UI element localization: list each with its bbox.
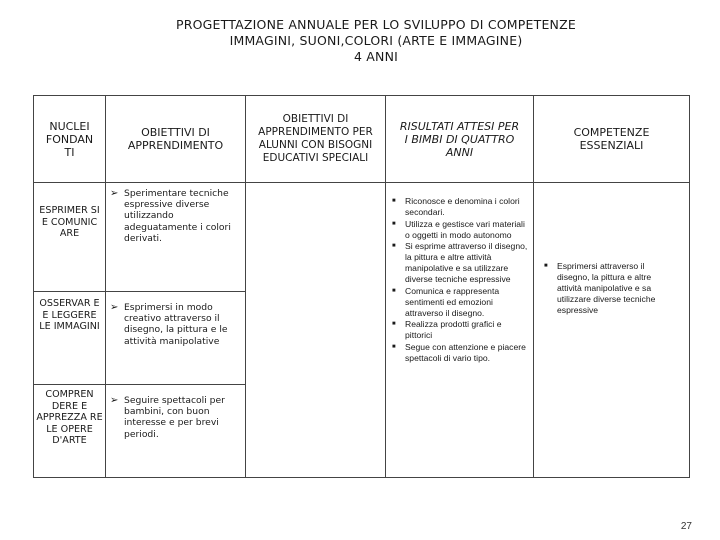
nucleo-cell [34,292,106,385]
obiettivo-text: Seguire spettacoli per bambini, con buon interesse e per brevi periodi. [124,395,225,440]
header-obiettivi [106,96,246,183]
nucleo-label: ESPRIMER SI E COMUNIC ARE [39,205,100,239]
square-bullet-icon: ■ [392,343,396,350]
list-item [392,286,529,319]
obiettivo-cell [106,292,246,385]
obiettivo-cell [106,385,246,478]
title-line-2: IMMAGINI, SUONI,COLORI (ARTE E IMMAGINE) [229,33,523,48]
header-risultati-label: RISULTATI ATTESI PER I BIMBI DI QUATTRO ANNI [399,119,520,159]
table-row [34,183,690,292]
obiettivo-text: Esprimersi in modo creativo attraverso il disegno, la pittura e le attività manipolative [124,302,228,347]
header-speciali-label: OBIETTIVI DI APPRENDIMENTO PER ALUNNI CON BISOGNI EDUCATIVI SPECIALI [258,113,373,164]
obiettivo-text: Sperimentare tecniche espressive diverse utilizzando adeguatamente i colori derivati. [124,188,231,244]
list-item [392,342,529,364]
header-competenze-label: COMPETENZE ESSENZIALI [573,126,650,152]
nucleo-cell [34,183,106,292]
list-item [544,261,675,316]
list-item [392,241,529,285]
header-nuclei-label: NUCLEI FONDAN TI [45,119,94,159]
list-item [106,385,245,440]
square-bullet-icon: ■ [392,220,396,227]
risultato-text: Segue con attenzione e piacere spettacoli di vario tipo. [405,341,526,363]
header-speciali [246,96,386,183]
square-bullet-icon: ■ [392,321,396,327]
risultato-text: Si esprime attraverso il disegno, la pittura e altre attività manipolative e sa utilizzare diverse tecniche espressive [405,241,528,284]
speciali-cell [246,183,386,478]
list-item [392,219,529,241]
square-bullet-icon: ■ [392,243,396,249]
nucleo-label: COMPREN DERE E APPREZZA RE LE OPERE D'ARTE [36,389,103,446]
risultato-text: Realizza prodotti grafici e pittorici [405,319,502,340]
risultato-text: Riconosce e denomina i colori secondari. [405,196,520,217]
square-bullet-icon: ■ [392,198,396,204]
nucleo-label: OSSERVAR E E LEGGERE LE IMMAGINI [39,298,100,332]
square-bullet-icon: ■ [392,287,396,294]
risultato-text: Comunica e rappresenta sentimenti ed emozioni attraverso il disegno. [405,285,500,318]
page-title [0,17,720,65]
list-item [106,183,245,244]
square-bullet-icon: ■ [544,263,548,269]
page-number: 27 [680,521,692,532]
header-risultati [386,96,534,183]
obiettivo-cell [106,183,246,292]
risultati-cell [386,183,534,478]
header-obiettivi-label: OBIETTIVI DI APPRENDIMENTO [127,126,224,152]
competenza-text: Esprimersi attraverso il disegno, la pittura e altre attività manipolative e sa utilizzare diverse tecniche espressive [557,261,656,315]
list-item [106,292,245,347]
arrow-bullet-icon: ➢ [110,395,119,406]
header-row [34,96,690,183]
arrow-bullet-icon: ➢ [110,188,119,199]
list-item [392,319,529,341]
title-line-3: 4 ANNI [353,49,399,64]
risultato-text: Utilizza e gestisce vari materiali o oggetti in modo autonomo [405,218,525,240]
competenze-cell [534,183,690,478]
risultati-list [386,183,533,364]
planning-table [33,95,690,478]
list-item [392,196,529,218]
header-competenze [534,96,690,183]
header-nuclei [34,96,106,183]
title-line-1: PROGETTAZIONE ANNUALE PER LO SVILUPPO DI COMPETENZE [176,17,576,32]
nucleo-cell [34,385,106,478]
competenze-list [534,183,689,316]
arrow-bullet-icon: ➢ [110,302,119,313]
